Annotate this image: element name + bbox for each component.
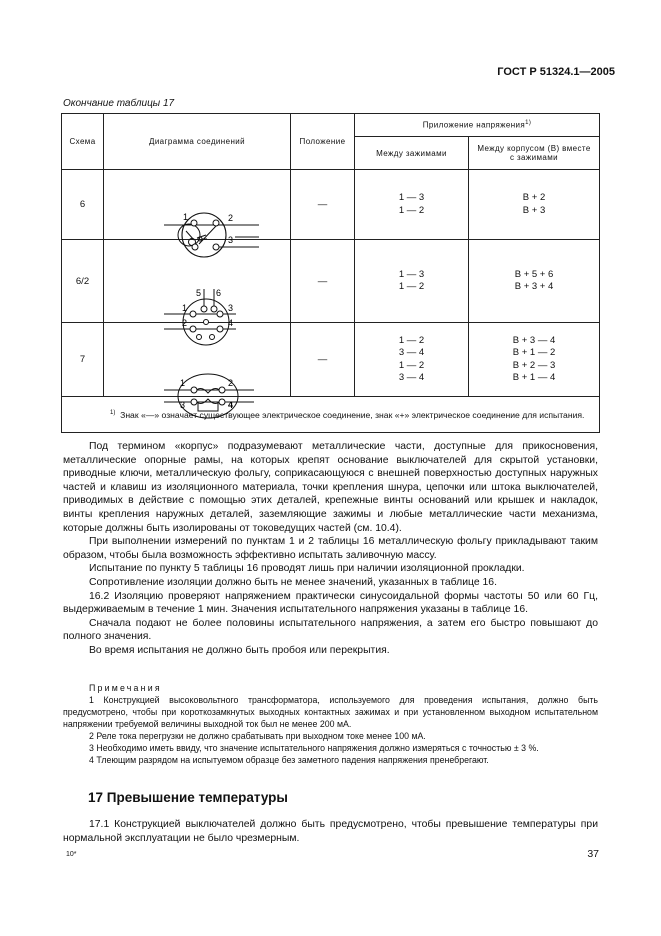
between-cell (355, 323, 469, 397)
footnote-mark: 1) (110, 410, 116, 417)
scheme-6-2-diagram (104, 281, 291, 364)
position-cell: — (291, 323, 355, 397)
label-2: 2 (228, 212, 234, 223)
paragraph: Испытание по пункту 5 таблицы 16 проводят лишь при наличии изоляционной прокладки. (89, 563, 525, 575)
between-value: 1 — 3 (398, 192, 425, 203)
between-value: 1 — 2 (398, 359, 425, 371)
col-voltage-note: 1) (525, 120, 532, 127)
label-4: 4 (228, 399, 234, 410)
table-caption: Окончание таблицы 17 (63, 98, 175, 109)
col-scheme-header: Схема (62, 114, 104, 170)
paragraph: 17.1 Конструкцией выключателей должно быть предусмотрено, чтобы превышение температуры при нормальной эксплуатации не было чрезмерным. (63, 819, 598, 844)
page-number: 37 (587, 848, 599, 860)
paragraph: Под термином «корпус» подразумевают металлические части, доступные для прикосновения, металлические опорные рамы, на которых крепят основание выключателей для скрытой установки, приводные ключи, металлическую фольгу, соприкасающуюся с внешней поверхностью доступных наружных частей и клавиш из изоляционного материала, точки крепления шнура, цепочки или штока выключателей, приводимых в действие с помощью этих деталей, крепежные винты оснований или крышек и накладок, винты крепления наружных деталей, заземляющие зажимы и любые металлические части механизма, которые должны быть изолированы от токоведущих частей (см. 10.4). (63, 441, 598, 534)
paragraph: При выполнении измерений по пунктам 1 и 2 таблицы 16 металлическую фольгу прикладывают таким образом, чтобы была возможность эффективно испытать заливочную массу. (63, 536, 598, 561)
label-4: 4 (228, 318, 234, 328)
between-value: 3 — 4 (398, 347, 425, 358)
col-between-header: Между зажимами (355, 137, 469, 170)
col-position-header: Положение (291, 114, 355, 170)
notes-block (63, 682, 598, 766)
label-1: 1 (182, 303, 188, 313)
between-value: 1 — 2 (398, 281, 425, 292)
body-value: В + 3 + 4 (514, 281, 554, 292)
col-voltage-label: Приложение напряжения (422, 120, 526, 130)
body-cell (469, 170, 600, 240)
between-value: 1 — 2 (398, 204, 425, 216)
paragraph: Сначала подают не более половины испытательного напряжения, а затем его быстро повышают до полного значения. (63, 617, 598, 643)
between-value: 1 — 3 (398, 268, 425, 280)
note-item: 1 Конструкцией высоковольтного трансформатора, используемого для проведения испытания, должно быть предусмотрено, чтобы при короткозамкнутых выходных контактных зажимах и при установленном выходном испытательном напряжении требуемой величины выходной ток был не менее 200 мА. (63, 695, 598, 729)
body-value: В + 2 (522, 192, 546, 203)
paragraph: Во время испытания не должно быть пробоя или перекрытия. (89, 644, 390, 656)
label-2: 2 (182, 318, 188, 328)
body-value: В + 3 (522, 204, 546, 216)
scheme-cell: 6/2 (62, 240, 104, 323)
between-cell (355, 240, 469, 323)
body-value: В + 1 — 2 (512, 347, 556, 358)
scheme-7-diagram (104, 360, 291, 434)
body-value: В + 5 + 6 (514, 268, 554, 280)
col-voltage-header (355, 114, 600, 137)
position-cell: — (291, 240, 355, 323)
scheme-cell: 7 (62, 323, 104, 397)
paragraph: Сопротивление изоляции должно быть не менее значений, указанных в таблице 16. (89, 576, 497, 588)
body-value: В + 2 — 3 (512, 359, 556, 371)
paragraph: 16.2 Изоляцию проверяют напряжением практически синусоидальной формы частоты 50 или 60 Гц, выдерживаемым в течение 1 мин. Значения испытательного напряжения указаны в таблице 16. (63, 590, 598, 616)
between-cell (355, 170, 469, 240)
section-title: 17 Превышение температуры (88, 790, 288, 805)
table-row (62, 170, 600, 240)
label-3: 3 (180, 399, 186, 410)
note-item: 2 Реле тока перегрузки не должно срабатывать при выходном токе менее 100 мА. (89, 731, 426, 741)
label-2: 2 (228, 377, 234, 388)
body-cell (469, 323, 600, 397)
label-6: 6 (216, 288, 222, 298)
body-cell (469, 240, 600, 323)
body-text (63, 440, 598, 658)
body-value: В + 3 — 4 (512, 334, 556, 346)
label-1: 1 (180, 377, 186, 388)
scheme-cell: 6 (62, 170, 104, 240)
diagram-cell (104, 170, 291, 245)
position-cell: — (291, 170, 355, 240)
section-body (63, 818, 598, 845)
label-5: 5 (196, 288, 202, 298)
col-diagram-header: Диаграмма соединений (104, 114, 291, 170)
col-body-header: Между корпусом (В) вместе с зажимами (469, 137, 600, 170)
footnote-text: Знак «—» означает существующее электрическое соединение, знак «+» электрическое соединение для испытания. (120, 409, 585, 420)
footer-mark: 10* (66, 851, 77, 858)
between-value: 1 — 2 (398, 334, 425, 346)
between-value: 3 — 4 (398, 372, 425, 383)
connection-table (61, 113, 600, 433)
label-3: 3 (228, 303, 234, 313)
body-value: В + 1 — 4 (512, 372, 556, 383)
notes-heading: Примечания (89, 683, 162, 693)
label-3: 3 (228, 234, 234, 245)
note-item: 3 Необходимо иметь ввиду, что значение испытательного напряжения должно измеряться с точностью ± 3 %. (89, 743, 539, 753)
label-1: 1 (183, 211, 189, 222)
document-header: ГОСТ Р 51324.1—2005 (497, 66, 615, 78)
scheme-6-diagram (104, 205, 291, 275)
note-item: 4 Тлеющим разрядом на испытуемом образце без заметного падения напряжения пренебрегают. (89, 755, 489, 765)
